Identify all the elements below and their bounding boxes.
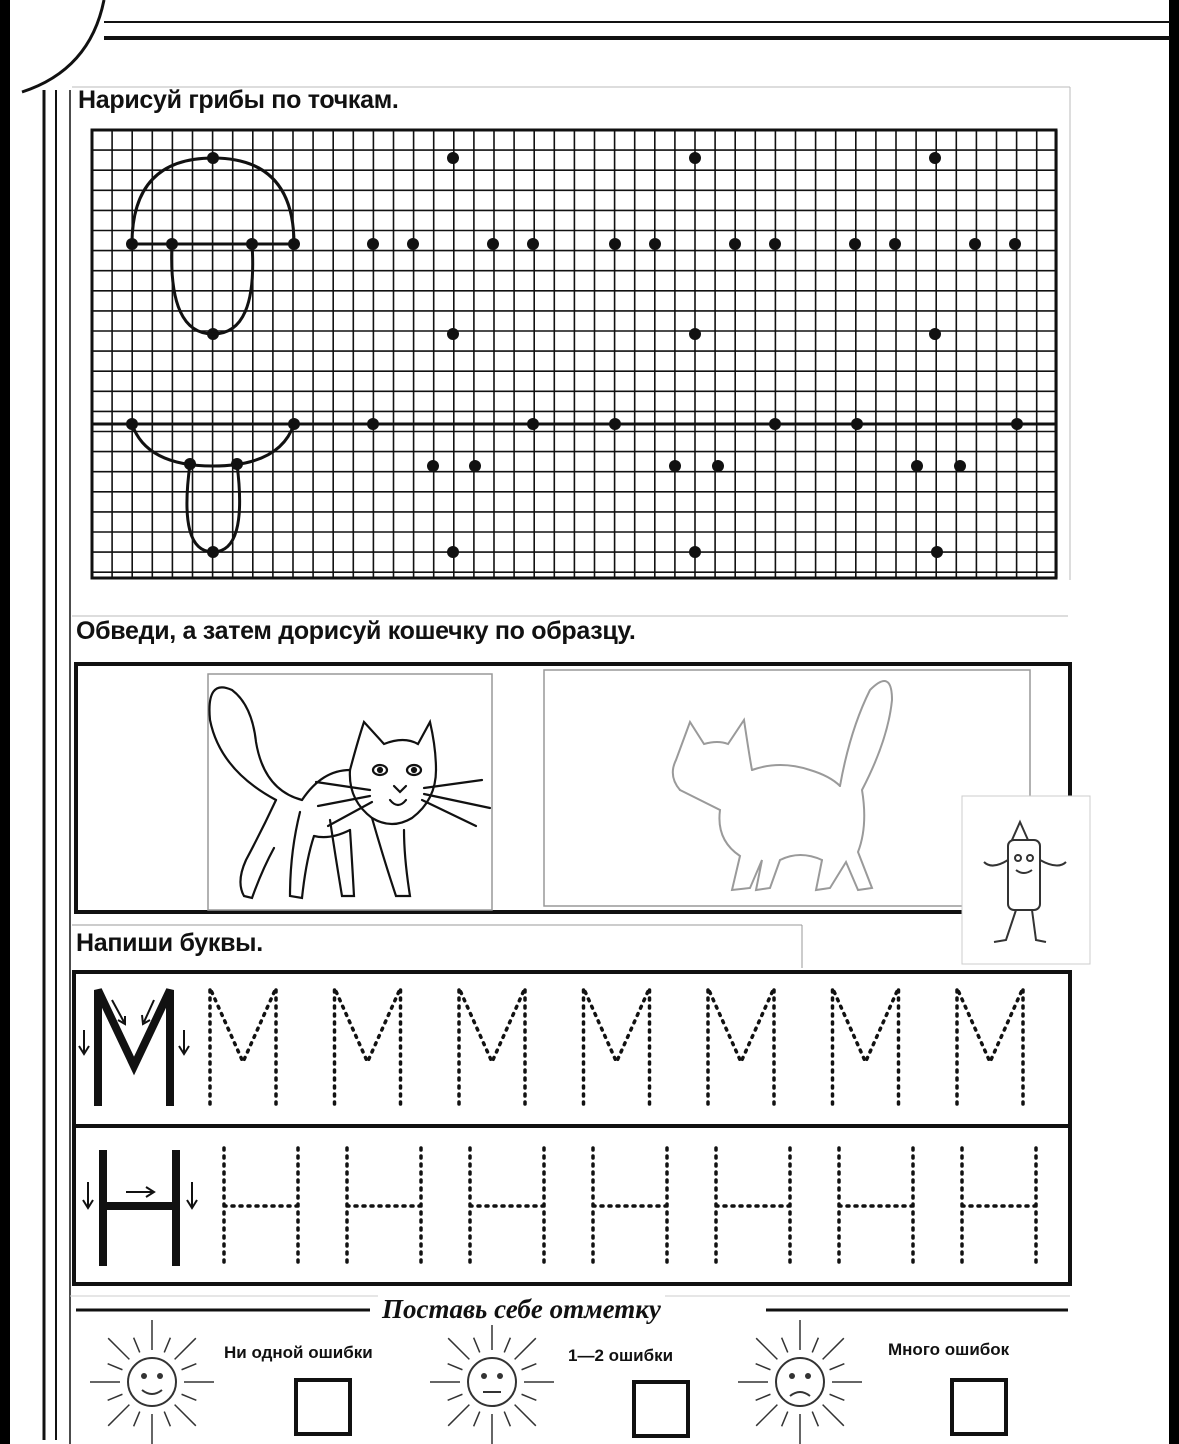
grid-dot: [447, 546, 459, 558]
trace-letter-m: [459, 988, 525, 1104]
trace-letter-h: [224, 1148, 298, 1266]
trace-letter-h: [347, 1148, 421, 1266]
grid-dot: [729, 238, 741, 250]
trace-letter-m: [708, 988, 774, 1104]
grade-checkbox-few-errors[interactable]: [632, 1380, 690, 1438]
model-letter-m: [98, 990, 170, 1106]
grid-dot: [931, 546, 943, 558]
grid-dot: [427, 460, 439, 472]
grid-dot: [712, 460, 724, 472]
grid-dot: [609, 418, 621, 430]
grade-checkbox-no-errors[interactable]: [294, 1378, 352, 1436]
grid-dot: [911, 460, 923, 472]
cat-trace-box: [544, 670, 1030, 906]
grid-dot: [1009, 238, 1021, 250]
grid-dot: [849, 238, 861, 250]
cat-panel: [76, 664, 1070, 912]
letter-m-row: [79, 988, 1023, 1106]
task-cat-title: Обведи, а затем дорисуй кошечку по образцу.: [76, 617, 636, 645]
trace-letter-h: [716, 1148, 790, 1266]
trace-letter-h: [839, 1148, 913, 1266]
cat-sample-drawing: [209, 687, 490, 898]
grid-dot: [851, 418, 863, 430]
cat-sample-box: [208, 674, 492, 910]
grid-dot: [929, 152, 941, 164]
grid-dot: [469, 460, 481, 472]
task-letters-title: Напиши буквы.: [76, 929, 263, 957]
self-grade-title: Поставь себе отметку: [378, 1294, 665, 1325]
grid-dot: [527, 418, 539, 430]
grid-dot: [367, 418, 379, 430]
grid-dot: [689, 546, 701, 558]
grid-dot: [1011, 418, 1023, 430]
trace-letter-h: [962, 1148, 1036, 1266]
grid-dot: [447, 328, 459, 340]
sun-smile-icon: [90, 1320, 214, 1444]
trace-letter-m: [210, 988, 276, 1104]
trace-letter-m: [833, 988, 899, 1104]
grid-dot: [649, 238, 661, 250]
sun-neutral-icon: [430, 1320, 554, 1444]
grid-dot: [954, 460, 966, 472]
grade-label-no-errors: Ни одной ошибки: [224, 1343, 373, 1362]
grid-dot: [669, 460, 681, 472]
grade-checkbox-many-errors[interactable]: [950, 1378, 1008, 1436]
sun-faces: [90, 1320, 862, 1444]
grid-dot: [769, 238, 781, 250]
grade-label-many-errors: Много ошибок: [888, 1340, 1010, 1359]
task-mushrooms-title: Нарисуй грибы по точкам.: [78, 86, 399, 114]
trace-letter-m: [584, 988, 650, 1104]
grid-dot: [689, 328, 701, 340]
sun-sad-icon: [738, 1320, 862, 1444]
grid-dot: [527, 238, 539, 250]
letter-h-row: [83, 1148, 1036, 1266]
grid-dot: [447, 152, 459, 164]
grid-dot: [367, 238, 379, 250]
grid-dot: [889, 238, 901, 250]
grade-label-few-errors: 1—2 ошибки: [568, 1346, 674, 1365]
trace-letter-h: [470, 1148, 544, 1266]
dot-grid: [92, 130, 1057, 578]
mascot-box: [962, 796, 1090, 964]
grid-dot: [969, 238, 981, 250]
grid-dot: [609, 238, 621, 250]
grid-dot: [929, 328, 941, 340]
trace-letter-m: [335, 988, 401, 1104]
grid-dot: [487, 238, 499, 250]
grid-dot: [689, 152, 701, 164]
corner-arc: [22, 0, 104, 92]
model-letter-h: [103, 1150, 176, 1266]
trace-letter-h: [593, 1148, 667, 1266]
cat-trace-outline: [673, 681, 892, 890]
grid-dot: [407, 238, 419, 250]
grid-dot: [769, 418, 781, 430]
trace-letter-m: [957, 988, 1023, 1104]
